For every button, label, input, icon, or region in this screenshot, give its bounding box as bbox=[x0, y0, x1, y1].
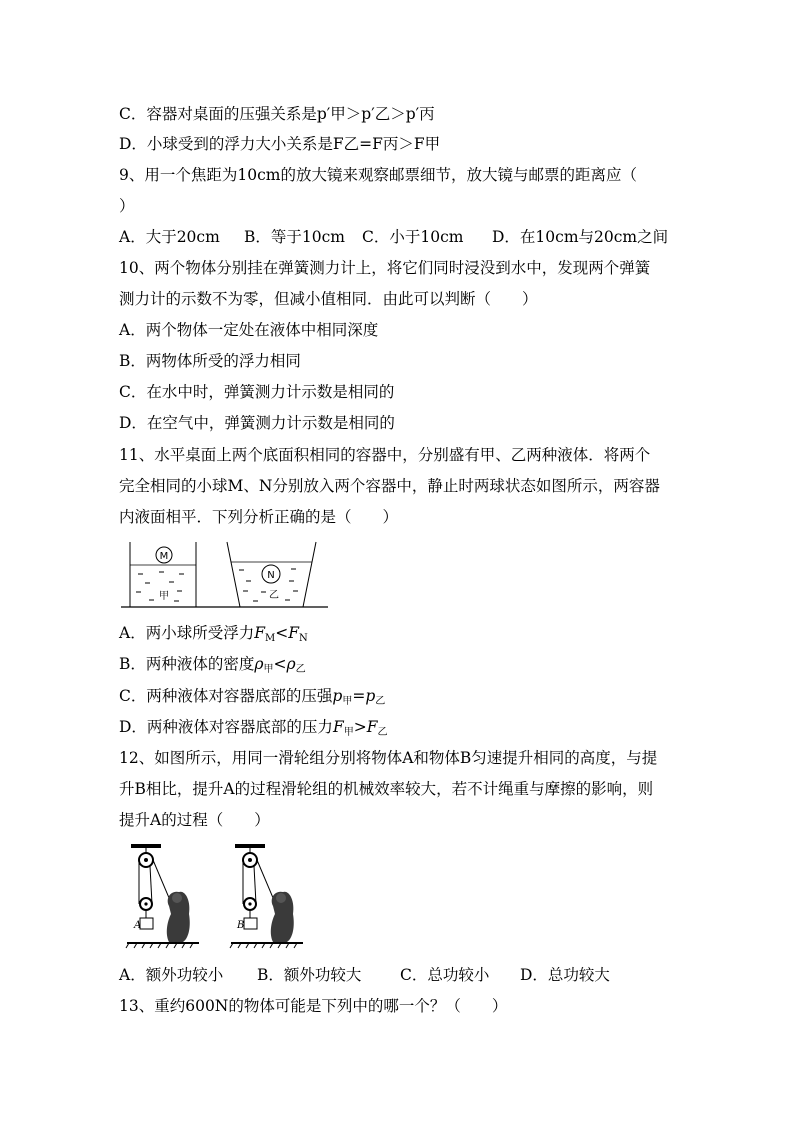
q9-option-c: C．小于10cm bbox=[362, 228, 464, 246]
q12-stem-line1: 12、如图所示，用同一滑轮组分别将物体A和物体B匀速提升相同的高度，与提 bbox=[119, 749, 658, 767]
q8-option-c: C．容器对桌面的压强关系是p′甲＞p′乙＞p′丙 bbox=[119, 105, 435, 123]
containers-figure bbox=[119, 536, 331, 612]
q9-option-b: B．等于10cm bbox=[244, 228, 345, 246]
q12-option-d: D．总功较大 bbox=[520, 966, 610, 984]
q11-option-c bbox=[119, 686, 385, 712]
q12-option-a: A．额外功较小 bbox=[119, 966, 224, 984]
ball-n-label: N bbox=[267, 570, 275, 581]
q12-options bbox=[119, 965, 610, 985]
q11-option-c-render: C．两种液体对容器底部的压强$p_甲=p_乙$ bbox=[119, 687, 386, 707]
q11-option-d-render: D．两种液体对容器底部的压力$F_甲>F_乙$ bbox=[119, 718, 388, 738]
q12-stem-line3: 提升A的过程（ ） bbox=[119, 811, 270, 829]
container-yi bbox=[227, 542, 316, 607]
pulley-scene-a bbox=[126, 844, 199, 948]
ball-m-label: M bbox=[159, 551, 169, 562]
block-b bbox=[244, 918, 257, 929]
block-a-label: A bbox=[134, 920, 142, 931]
q8-option-d: D．小球受到的浮力大小关系是F乙=F丙＞F甲 bbox=[119, 135, 441, 153]
q10-option-a: A．两个物体一定处在液体中相同深度 bbox=[119, 321, 379, 339]
block-b-label: B bbox=[237, 920, 245, 931]
liquid-yi-label: 乙 bbox=[269, 590, 279, 601]
q11-option-a-render: A．两小球所受浮力$F_M<F_N$ bbox=[119, 624, 308, 644]
q10-option-c: C．在水中时，弹簧测力计示数是相同的 bbox=[119, 383, 395, 401]
q9-option-d: D．在10cm与20cm之间 bbox=[492, 228, 669, 246]
q9-stem-line2: ） bbox=[119, 197, 135, 215]
q9-stem-line1: 9、用一个焦距为10cm的放大镜来观察邮票细节，放大镜与邮票的距离应（ bbox=[119, 166, 637, 184]
q12-option-b: B．额外功较大 bbox=[257, 966, 362, 984]
q11-option-a bbox=[119, 623, 308, 649]
liquid-jia-label: 甲 bbox=[159, 591, 169, 602]
block-a bbox=[140, 918, 153, 929]
q11-stem-line3: 内液面相平．下列分析正确的是（ ） bbox=[119, 508, 399, 526]
container-jia bbox=[130, 542, 196, 607]
q11-stem-line2: 完全相同的小球M、N分别放入两个容器中，静止时两球状态如图所示，两容器 bbox=[119, 477, 660, 495]
q9-option-a: A．大于20cm bbox=[119, 228, 220, 246]
q12-stem-line2: 升B相比，提升A的过程滑轮组的机械效率较大，若不计绳重与摩擦的影响，则 bbox=[119, 780, 654, 798]
q11-option-d bbox=[119, 717, 387, 743]
pulley-figure bbox=[125, 842, 310, 954]
q10-option-d: D．在空气中，弹簧测力计示数是相同的 bbox=[119, 414, 395, 432]
q13-stem-line1: 13、重约600N的物体可能是下列中的哪一个？（ ） bbox=[119, 997, 508, 1015]
q10-stem-line1: 10、两个物体分别挂在弹簧测力计上，将它们同时浸没到水中，发现两个弹簧 bbox=[119, 259, 651, 277]
q9-options bbox=[119, 227, 668, 247]
pulley-scene-b bbox=[230, 844, 303, 948]
q10-option-b: B．两物体所受的浮力相同 bbox=[119, 352, 301, 370]
q12-option-c: C．总功较小 bbox=[400, 966, 490, 984]
q11-option-b-render: B．两种液体的密度$\rho_甲<\rho_乙$ bbox=[119, 655, 306, 675]
q11-stem-line1: 11、水平桌面上两个底面积相同的容器中，分别盛有甲、乙两种液体．将两个 bbox=[119, 446, 651, 464]
q11-option-b bbox=[119, 654, 306, 680]
q10-stem-line2: 测力计的示数不为零，但减小值相同．由此可以判断（ ） bbox=[119, 290, 538, 308]
